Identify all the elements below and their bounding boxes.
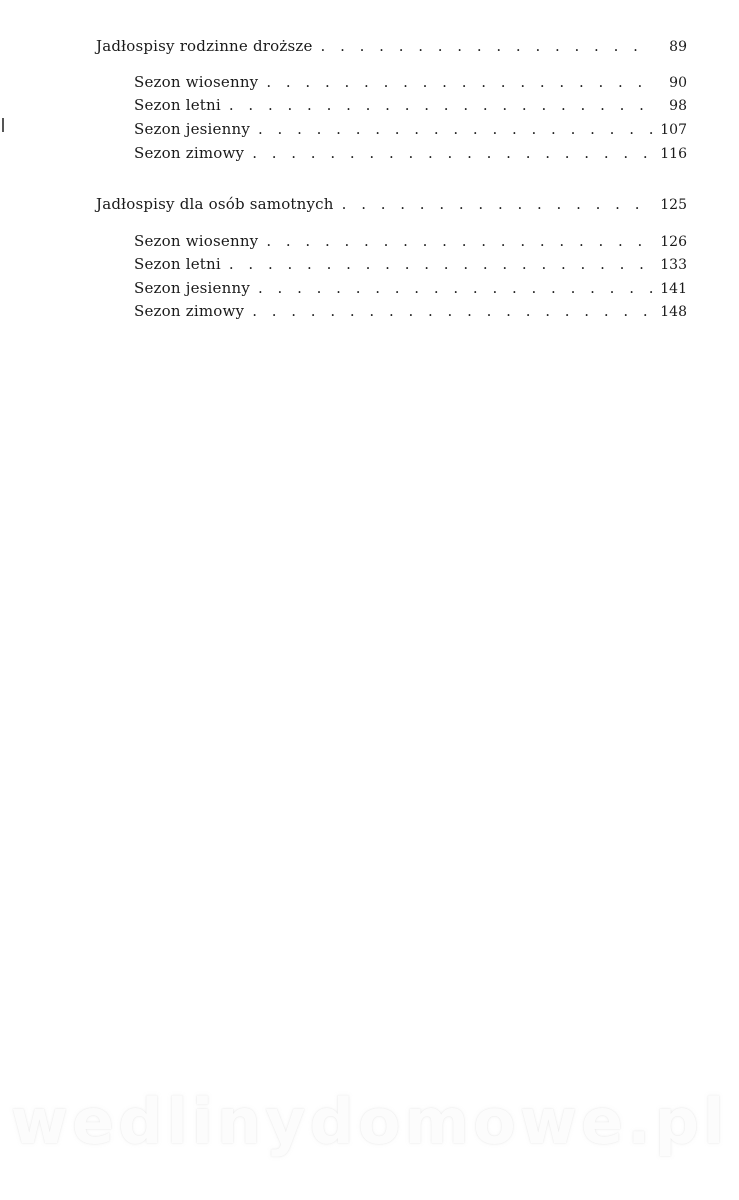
toc-entry-row xyxy=(134,142,687,164)
dot-leader xyxy=(229,94,653,116)
toc-entry-label: Sezon zimowy xyxy=(134,302,245,320)
toc-entry-label: Sezon letni xyxy=(134,255,221,273)
toc-entry-label: Sezon zimowy xyxy=(134,144,245,162)
toc-entry-label: Sezon wiosenny xyxy=(134,232,259,250)
margin-mark xyxy=(2,118,4,132)
dot-leader xyxy=(258,118,653,140)
toc-heading-page: 89 xyxy=(669,39,687,55)
toc-heading-row xyxy=(96,35,687,57)
toc-heading-page: 125 xyxy=(660,197,687,213)
toc-entry-page: 107 xyxy=(660,122,687,138)
toc-entry-page: 116 xyxy=(660,146,687,162)
toc-entry-label: Sezon wiosenny xyxy=(134,73,259,91)
toc-heading-title: Jadłospisy rodzinne droższe xyxy=(96,37,313,55)
toc-entry-page: 133 xyxy=(660,257,687,273)
toc-entry-row xyxy=(134,300,687,322)
dot-leader xyxy=(342,193,653,215)
toc-entry-label: Sezon letni xyxy=(134,96,221,114)
dot-leader xyxy=(252,142,653,164)
toc-entry-page: 126 xyxy=(660,234,687,250)
dot-leader xyxy=(229,253,653,275)
toc-entry-page: 141 xyxy=(660,281,687,297)
toc-entry-row xyxy=(134,71,687,93)
dot-leader xyxy=(266,230,653,252)
dot-leader xyxy=(252,300,653,322)
toc-heading-row xyxy=(96,193,687,215)
dot-leader xyxy=(321,35,653,57)
toc-entry-row xyxy=(134,253,687,275)
toc-entry-row xyxy=(134,118,687,140)
toc-entry-label: Sezon jesienny xyxy=(134,120,251,138)
toc-entry-row xyxy=(134,94,687,116)
toc-entry-row xyxy=(134,230,687,252)
toc-heading-title: Jadłospisy dla osób samotnych xyxy=(96,195,334,213)
dot-leader xyxy=(258,277,653,299)
dot-leader xyxy=(266,71,653,93)
toc-entry-row xyxy=(134,277,687,299)
watermark-text: wedlinydomowe.pl xyxy=(10,1085,729,1158)
toc-entry-page: 148 xyxy=(660,304,687,320)
toc-entry-page: 98 xyxy=(669,98,687,114)
toc-entry-page: 90 xyxy=(669,75,687,91)
toc-entry-label: Sezon jesienny xyxy=(134,279,251,297)
